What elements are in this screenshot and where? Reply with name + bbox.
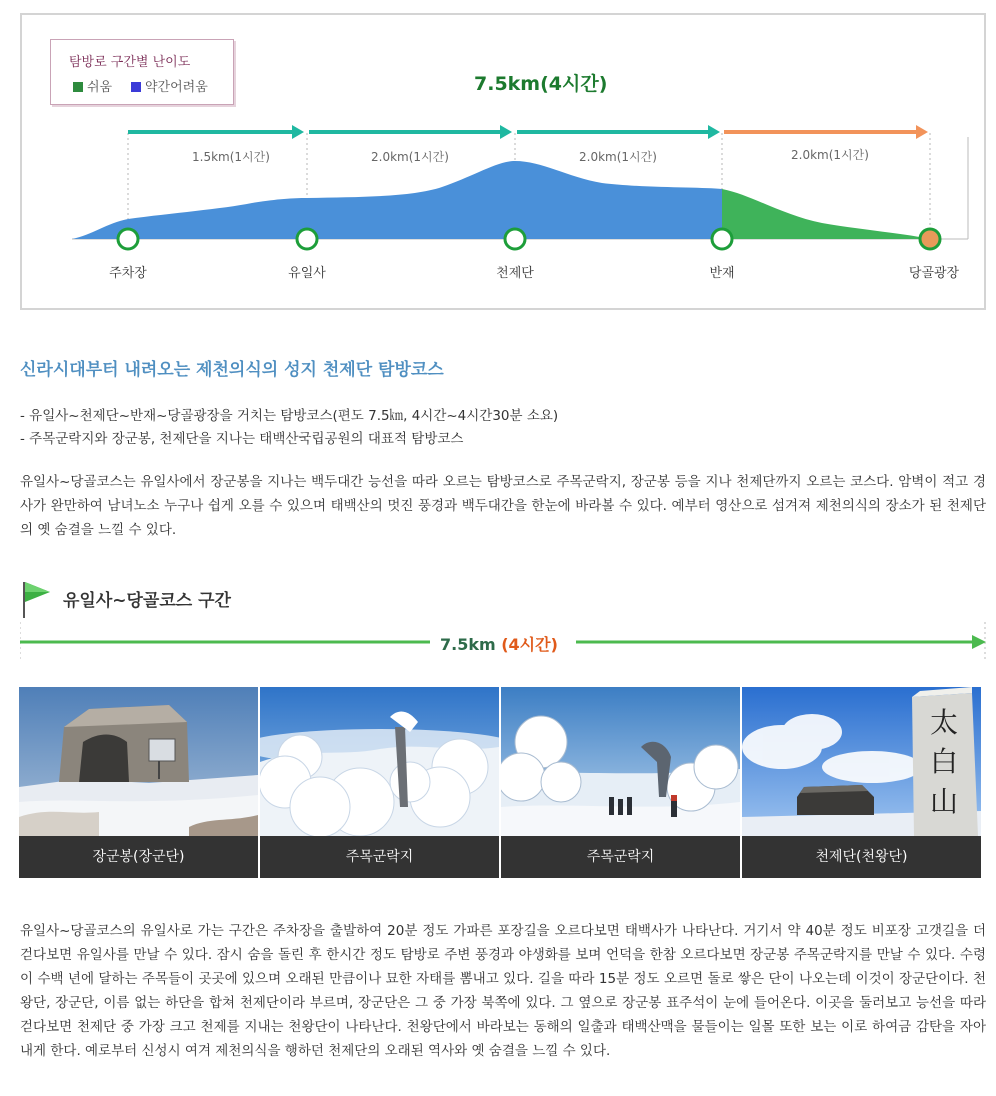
section-distance-value: 7.5km: [440, 635, 496, 654]
photo-caption: 주목군락지: [260, 836, 499, 878]
yew-forest-photo-1: [260, 687, 499, 836]
medium-label: 약간어려움: [145, 80, 208, 95]
legend-title: 탐방로 구간별 난이도: [69, 55, 191, 70]
stop-marker-cheonjedan: [505, 229, 525, 249]
segment-label-1: 1.5km(1시간): [192, 150, 270, 164]
section-distance-bar: [20, 622, 986, 662]
intro-paragraph: 유일사~당골코스는 유일사에서 장군봉을 지나는 백두대간 능선을 따라 오르는 탐방코스로 주목군락지, 장군봉 등을 지나 천제단까지 오르는 코스다. 암벽이 적고 경사가 완만하여 남녀노소 누구나 쉽게 오를 수 있으며 태백산의 멋진 풍경과 백두대간을 한눈에 바라볼 수 있다. 예부터 영산으로 섬겨져 제천의식의 장소가 된 천제단의 옛 숨결을 느낄 수 있다.: [20, 474, 986, 538]
terrain-green-section: [722, 189, 930, 239]
stone-marker-char-3: 山: [929, 785, 959, 818]
green-flag-icon: [20, 578, 56, 620]
course-description: 유일사~당골코스의 유일사로 가는 구간은 주차장을 출발하여 20분 정도 가파른 포장길을 오르다보면 태백사가 나타난다. 거기서 약 40분 정도 비포장 고갯길을 더 걷다보면 유일사를 만날 수 있다. 잠시 숨을 돌린 후 한시간 정도 탐방로 주변 풍경과 야생화를 보며 언덕을 한참 오르다보면 장군봉 주목군락지를 만날 수 있다. 수령이 수백 년에 달하는 주목들이 곳곳에 있으며 오래된 만큼이나 묘한 자태를 뽐내고 있다. 길을 따라 15분 정도 오르면 돌로 쌓은 단이 나오는데 이것이 장군단이다. 천왕단, 장군단, 이름 없는 하단을 합쳐 천제단이라 부르며, 장군단은 그 중 가장 북쪽에 있다. 그 옆으로 장군봉 표주석이 눈에 들어온다. 이곳을 둘러보고 능선을 따라 걷다보면 천제단 중 가장 크고 천제를 지내는 천왕단이 나타난다. 천왕단에서 바라보는 동해의 일출과 태백산맥을 물들이는 일몰 또한 보는 이로 하여금 감탄을 자아내게 한다. 예로부터 신성시 여겨 제천의식을 행하던 천제단의 오래된 역사와 옛 숨결을 느낄 수 있다.: [20, 923, 986, 1059]
stop-marker-danggol: [920, 229, 940, 249]
legend-easy: [73, 76, 112, 95]
section-distance-label: [440, 632, 558, 655]
section-time-value: (4시간): [501, 635, 558, 654]
course-headline: 신라시대부터 내려오는 제천의식의 성지 천제단 탐방코스: [20, 360, 444, 380]
janggunbong-photo: [19, 687, 258, 836]
photo-caption: 장군봉(장군단): [19, 836, 258, 878]
course-summary-list: [20, 405, 558, 451]
segment-label-3: 2.0km(1시간): [579, 150, 657, 164]
stop-marker-banjae: [712, 229, 732, 249]
summary-item: - 유일사~천제단~반재~당골광장을 거치는 탐방코스(편도 7.5㎞, 4시간~4시간30분 소요): [20, 408, 559, 424]
easy-label: 쉬움: [87, 80, 113, 95]
stop-marker-parking: [118, 229, 138, 249]
photo-card-yew-forest-2[interactable]: [501, 687, 740, 878]
stone-marker-char-2: 白: [929, 745, 959, 778]
cheonjedan-photo: [742, 687, 981, 836]
segment-label-2: 2.0km(1시간): [371, 150, 449, 164]
photo-caption: 주목군락지: [501, 836, 740, 878]
course-profile-panel: [20, 13, 986, 310]
summary-item: - 주목군락지와 장군봉, 천제단을 지나는 태백산국립공원의 대표적 탐방코스: [20, 431, 464, 447]
stop-marker-yuilsa: [297, 229, 317, 249]
stop-label-parking: 주차장: [109, 266, 147, 281]
medium-swatch: [131, 82, 141, 92]
stop-label-yuilsa: 유일사: [288, 266, 326, 281]
stop-label-cheonjedan: 천제단: [496, 266, 534, 281]
photo-card-yew-forest-1[interactable]: [260, 687, 499, 878]
total-distance-label: 7.5km(4시간): [474, 73, 608, 95]
photo-card-cheonjedan[interactable]: [742, 687, 981, 878]
photo-card-janggunbong[interactable]: [19, 687, 258, 878]
legend-medium: [131, 76, 208, 95]
yew-forest-photo-2: [501, 687, 740, 836]
easy-swatch: [73, 82, 83, 92]
photo-caption: 천제단(천왕단): [742, 836, 981, 878]
stop-label-banjae: 반재: [709, 266, 735, 281]
difficulty-legend: [50, 39, 234, 105]
terrain-blue-section: [72, 161, 722, 239]
stop-label-danggol: 당골광장: [908, 266, 960, 281]
stone-marker-char-1: 太: [929, 706, 959, 739]
photo-strip: [19, 687, 982, 878]
segment-label-4: 2.0km(1시간): [791, 148, 869, 162]
section-title: 유일사~당골코스 구간: [63, 591, 231, 611]
